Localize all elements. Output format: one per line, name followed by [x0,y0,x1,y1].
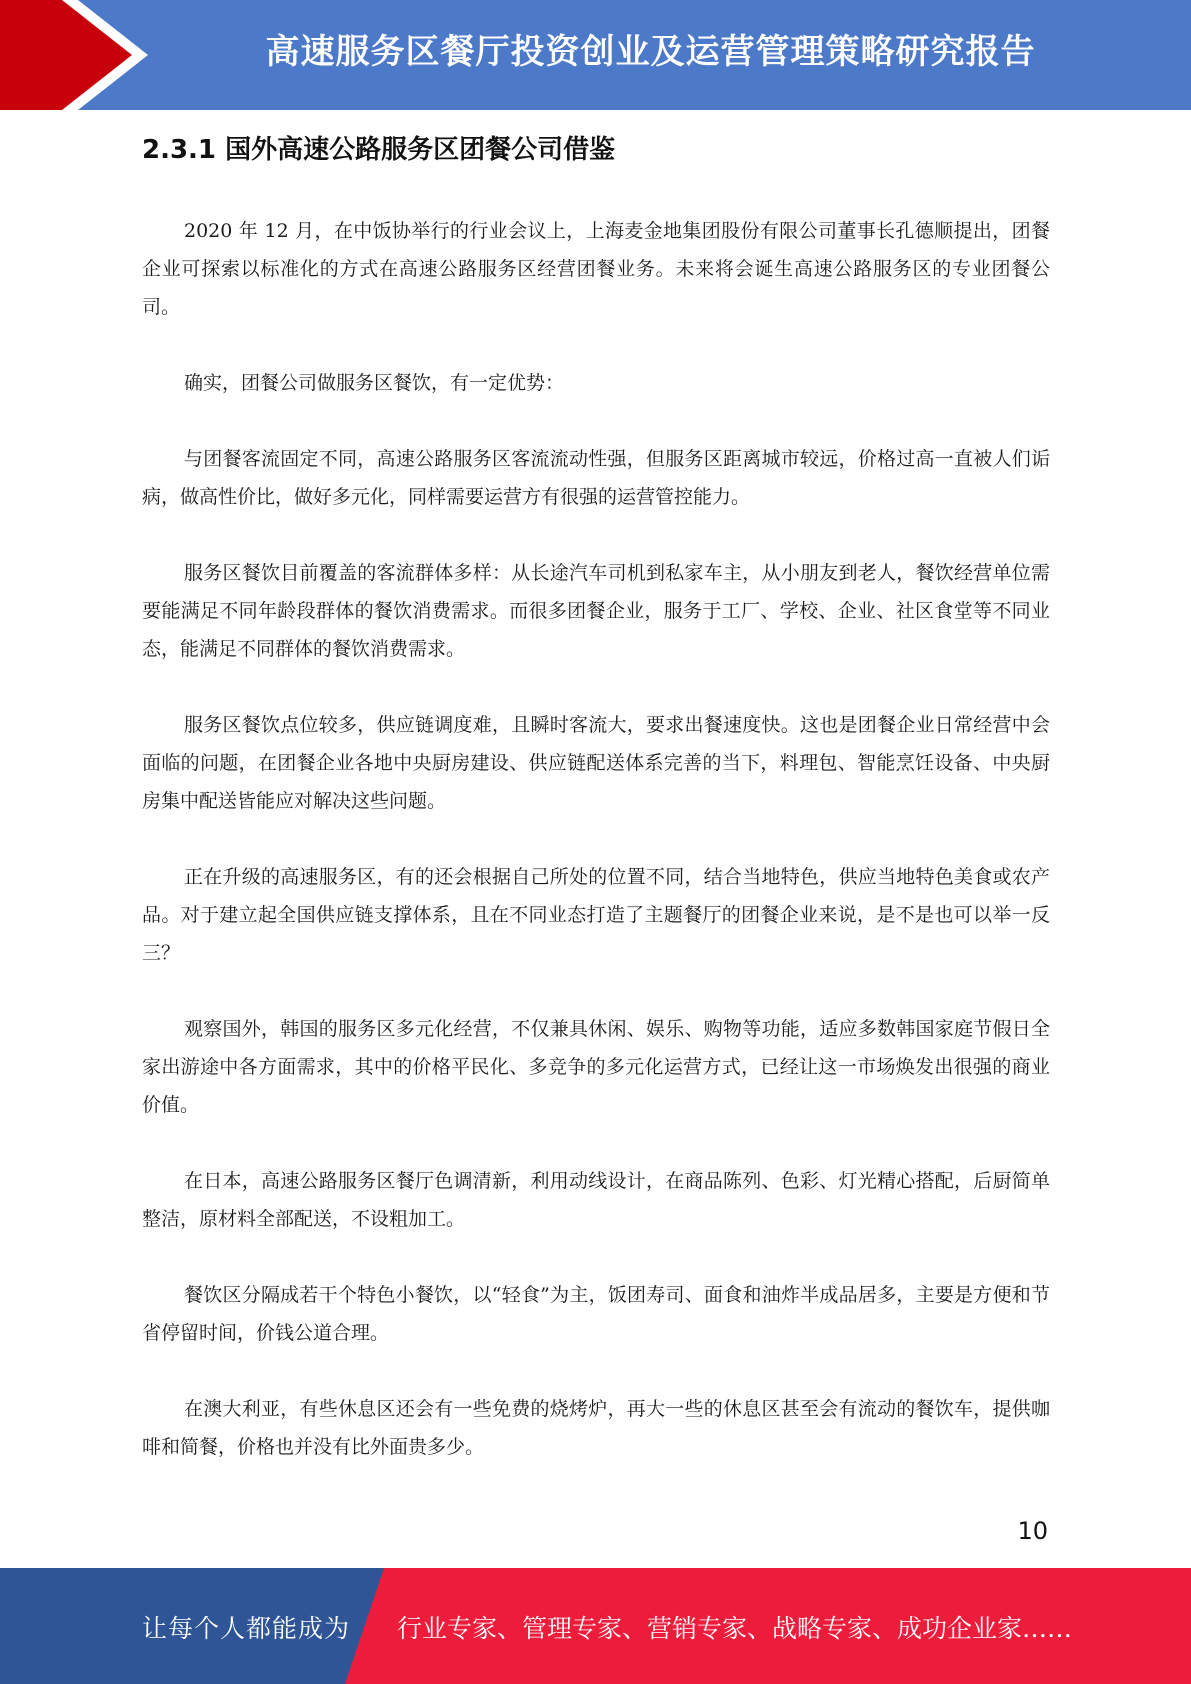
paragraph: 在日本，高速公路服务区餐厅色调清新，利用动线设计，在商品陈列、色彩、灯光精心搭配，后厨简单整洁，原材料全部配送，不设粗加工。 [142,1170,1050,1230]
paragraph: 餐饮区分隔成若干个特色小餐饮，以“轻食”为主，饭团寿司、面食和油炸半成品居多，主要是方便和节省停留时间，价钱公道合理。 [142,1284,1050,1344]
paragraph: 正在升级的高速服务区，有的还会根据自己所处的位置不同，结合当地特色，供应当地特色美食或农产品。对于建立起全国供应链支撑体系，且在不同业态打造了主题餐厅的团餐企业来说，是不是也可以举一反三？ [142,866,1050,964]
page-number: 10 [1017,1517,1048,1545]
paragraph: 服务区餐饮点位较多，供应链调度难，且瞬时客流大，要求出餐速度快。这也是团餐企业日常经营中会面临的问题，在团餐企业各地中央厨房建设、供应链配送体系完善的当下，料理包、智能烹饪设备、中央厨房集中配送皆能应对解决这些问题。 [142,714,1050,812]
paragraph: 服务区餐饮目前覆盖的客流群体多样：从长途汽车司机到私家车主，从小朋友到老人，餐饮经营单位需要能满足不同年龄段群体的餐饮消费需求。而很多团餐企业，服务于工厂、学校、企业、社区食堂等不同业态，能满足不同群体的餐饮消费需求。 [142,562,1050,660]
footer-band [0,1568,1191,1684]
footer-slogan-left: 让每个人都能成为 [142,1614,351,1643]
paragraph: 2020 年 12 月，在中饭协举行的行业会议上，上海麦金地集团股份有限公司董事长孔德顺提出，团餐企业可探索以标准化的方式在高速公路服务区经营团餐业务。未来将会诞生高速公路服务区的专业团餐公司。 [142,220,1050,318]
paragraph: 观察国外，韩国的服务区多元化经营，不仅兼具休闲、娱乐、购物等功能，适应多数韩国家庭节假日全家出游途中各方面需求，其中的价格平民化、多竞争的多元化运营方式，已经让这一市场焕发出很强的商业价值。 [142,1018,1050,1116]
report-title: 高速服务区餐厅投资创业及运营管理策略研究报告 [265,32,1036,72]
body-text [142,212,1050,1504]
paragraph: 与团餐客流固定不同，高速公路服务区客流流动性强，但服务区距离城市较远，价格过高一直被人们诟病，做高性价比，做好多元化，同样需要运营方有很强的运营管控能力。 [142,448,1050,508]
paragraph: 确实，团餐公司做服务区餐饮，有一定优势： [184,372,565,394]
paragraph: 在澳大利亚，有些休息区还会有一些免费的烧烤炉，再大一些的休息区甚至会有流动的餐饮车，提供咖啡和简餐，价格也并没有比外面贵多少。 [142,1398,1050,1458]
header-band [0,0,1191,110]
footer-slogan-right: 行业专家、管理专家、营销专家、战略专家、成功企业家…… [397,1614,1073,1643]
section-heading: 2.3.1 国外高速公路服务区团餐公司借鉴 [142,135,616,165]
